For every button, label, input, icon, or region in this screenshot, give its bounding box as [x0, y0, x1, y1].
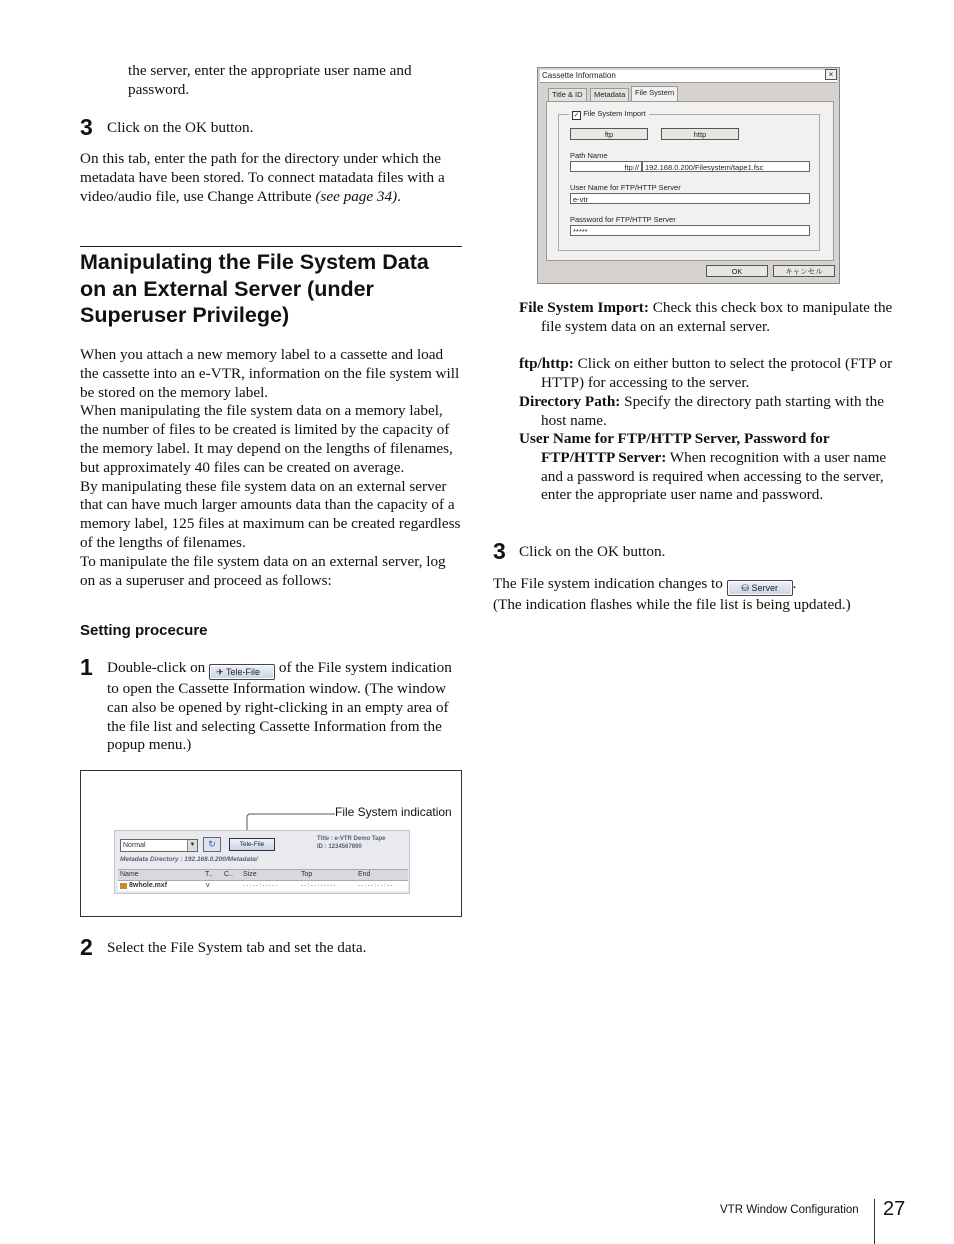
tab-file-system[interactable]: File System — [631, 86, 678, 101]
step-3-text-left: Click on the OK button. — [107, 119, 254, 136]
definition-file-system-import: File System Import: Check this check box to manipulate the file system data on an external server. — [519, 299, 893, 335]
tape-id: ID : 1234567890 — [317, 844, 362, 850]
server-indicator-button[interactable]: ⛁ Server — [727, 580, 793, 596]
indication-paragraph: The File system indication changes to ⛁ Server . (The indication flashes while the file list is being updated.) — [493, 575, 851, 613]
section-title: Manipulating the File System Data on an External Server (under Superuser Privilege) — [80, 250, 429, 327]
footer-divider — [874, 1199, 875, 1244]
tab-paragraph: On this tab, enter the path for the directory under which the metadata have been stored. To connect matadata files with a video/audio file, use Change Attribute (see page 34). — [80, 150, 445, 205]
subheading: Setting procecure — [80, 622, 208, 639]
vtr-window-strip — [114, 830, 410, 894]
paragraph: By manipulating these file system data on an external server that can have much larger amounts data than the capacity of a memory label, 125 files at maximum can be created regardless of the lengths of filenames. — [80, 477, 461, 551]
file-list-header — [118, 869, 408, 881]
file-end: - - : - - : - - : - - — [358, 883, 393, 889]
page-number: 27 — [883, 1198, 906, 1220]
step-number-3-left: 3 — [80, 114, 93, 140]
user-name-field[interactable]: e-vtr — [570, 193, 810, 204]
step-number-3-right: 3 — [493, 538, 506, 564]
dialog-title-bar: Cassette Information — [540, 70, 837, 83]
step-number-1: 1 — [80, 654, 93, 680]
metadata-directory: Metadata Directory : 192.168.0.200/Metadata/ — [120, 856, 258, 863]
column-header[interactable]: End — [358, 871, 371, 878]
path-name-label: Path Name — [570, 151, 608, 160]
file-system-import-checkbox[interactable]: ✓ File System Import — [569, 109, 649, 120]
column-header[interactable]: Size — [243, 871, 257, 878]
path-name-field[interactable]: 192.168.0.200/Filesystem/tape1.fsc — [642, 161, 810, 172]
column-header[interactable]: Top — [301, 871, 313, 878]
tape-title: Title : e-VTR Demo Tape — [317, 836, 386, 842]
file-system-panel — [546, 101, 834, 261]
step-number-2: 2 — [80, 934, 93, 960]
cassette-information-dialog — [537, 67, 840, 284]
section-body — [80, 346, 462, 590]
chevron-down-icon: ▼ — [187, 840, 197, 851]
paragraph: When manipulating the file system data on a memory label, the number of files to be created is limited by the capacity of the memory label. It may depend on the lengths of filenames, but approximately 40 files can be created on average. — [80, 402, 453, 476]
file-system-indication-figure — [80, 770, 462, 917]
definition-ftp-http: ftp/http: Click on either button to select the protocol (FTP or HTTP) for accessing to the server. — [519, 355, 893, 391]
ftp-button[interactable]: ftp — [570, 128, 648, 140]
file-size: - - : - - : - - : - - — [243, 883, 278, 889]
figure-callout: File System indication — [335, 805, 452, 819]
definition-directory-path: Directory Path: Specify the directory path starting with the host name. — [519, 393, 884, 429]
close-icon[interactable]: × — [825, 69, 837, 80]
ok-button[interactable]: OK — [706, 265, 768, 277]
step-3-text-right: Click on the OK button. — [519, 543, 666, 560]
tele-file-button[interactable]: ✈ Tele-File — [209, 664, 275, 680]
tele-file-icon: ✈ — [216, 667, 226, 677]
file-name: 8whole.mxf — [129, 882, 168, 889]
refresh-button[interactable] — [203, 837, 221, 852]
mode-select[interactable]: Normal ▼ — [120, 839, 198, 852]
paragraph: To manipulate the file system data on an external server, log on as a superuser and proceed as follows: — [80, 552, 446, 589]
step-1-text: Double-click on ✈ Tele-File of the File system indication to open the Cassette Information window. (The window can also be opened by right-clicking in an empty area of the file list and selecting Cassette Information from the popup menu.) — [107, 659, 452, 754]
footer-section-title: VTR Window Configuration — [720, 1204, 859, 1216]
column-header[interactable]: T.. — [205, 871, 213, 878]
table-row[interactable] — [118, 881, 408, 891]
file-icon — [120, 883, 127, 889]
cancel-button[interactable]: キャンセル — [773, 265, 835, 277]
column-header[interactable]: Name — [120, 871, 139, 878]
http-button[interactable]: http — [661, 128, 739, 140]
server-icon: ⛁ — [741, 583, 752, 593]
column-header[interactable]: C.. — [224, 871, 233, 878]
file-top: - - : - - : - - : - - — [301, 883, 336, 889]
password-field[interactable]: ***** — [570, 225, 810, 236]
section-rule — [80, 246, 462, 247]
definition-user-password: User Name for FTP/HTTP Server, Password for FTP/HTTP Server: When recognition with a user name and a password is required when accessing to the server, enter the appropriate user name and password. — [519, 430, 887, 504]
tab-title-id[interactable]: Title & ID — [548, 88, 587, 101]
paragraph: When you attach a new memory label to a cassette and load the cassette into an e-VTR, information on the file system will be stored on the memory label. — [80, 346, 460, 401]
user-name-label: User Name for FTP/HTTP Server — [570, 183, 681, 192]
intro-continuation: the server, enter the appropriate user name and password. — [128, 62, 412, 98]
refresh-icon: ↻ — [208, 839, 216, 849]
password-label: Password for FTP/HTTP Server — [570, 215, 676, 224]
step-2-text: Select the File System tab and set the data. — [107, 939, 367, 956]
tab-metadata[interactable]: Metadata — [590, 88, 629, 101]
file-type: v — [206, 882, 210, 889]
checkbox-box[interactable]: ✓ — [573, 112, 580, 119]
page-reference: (see page 34) — [315, 187, 398, 205]
path-prefix-field: ftp:// — [570, 161, 642, 172]
tele-file-indicator[interactable]: Tele-File — [229, 838, 275, 851]
